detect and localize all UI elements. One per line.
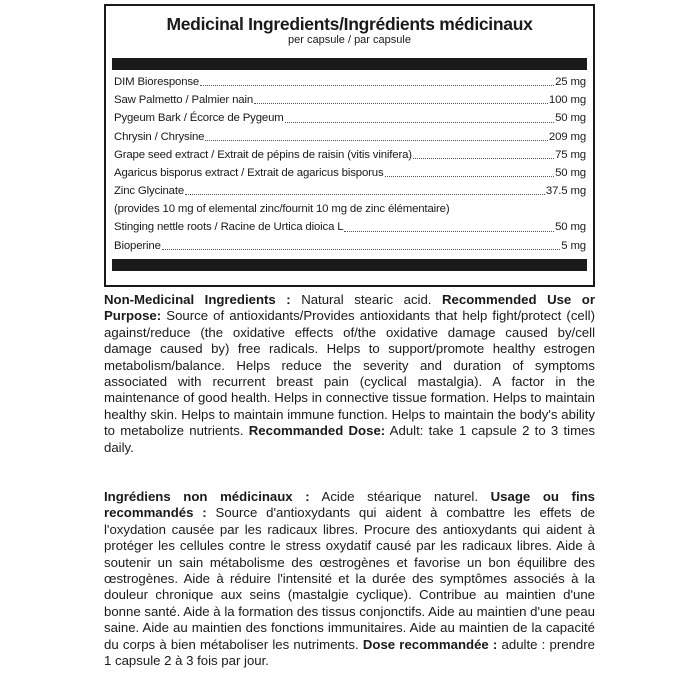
ingredient-name: Bioperine: [114, 239, 161, 252]
ingredient-amount: 209 mg: [548, 130, 586, 143]
recommended-use-text: Source of antioxidants/Provides antioxidants that help fight/protect (cell) against/reduce (the oxidative effects of/the oxidative damage caused by/cell damage caused by) free radicals. Helps to support/promote healthy estrogen metabolism/balance. Helps reduce the severity and duration of symptoms associated with recurrent breast pain (cyclical mastalgia). A factor in the maintenance of good health. Helps in connective tissue formation. Helps to maintain healthy skin. Helps to maintain immune function. Helps to maintain the body's ability to metabolize nutrients.: [104, 308, 595, 439]
leader-dots: [185, 194, 545, 195]
ingredient-amount: 37.5 mg: [545, 185, 586, 198]
dose-text-fr: adulte : prendre 1 capsule 2 à 3 fois par jour.: [104, 636, 595, 669]
ingredient-amount: 100 mg: [548, 94, 586, 107]
leader-dots: [205, 140, 548, 141]
top-divider-bar: [112, 58, 587, 70]
ingredient-row: [114, 182, 586, 200]
ingredient-name: Chrysin / Chrysine: [114, 130, 205, 143]
panel-title: Medicinal Ingredients/Ingrédients médicinaux: [166, 14, 533, 34]
ingredient-list: [114, 73, 586, 255]
leader-dots: [385, 176, 555, 177]
panel-subtitle: per capsule / par capsule: [288, 34, 411, 46]
english-info-paragraph: [104, 292, 595, 456]
ingredient-name: Pygeum Bark / Écorce de Pygeum: [114, 112, 284, 125]
ingredient-row: [114, 237, 586, 255]
ingredient-name: Saw Palmetto / Palmier nain: [114, 94, 254, 107]
ingredient-row: [114, 146, 586, 164]
non-medicinal-label-fr: Ingrédiens non médicinaux :: [104, 489, 310, 504]
ingredient-name: DIM Bioresponse: [114, 75, 200, 88]
zinc-note: (provides 10 mg of elemental zinc/fournit 10 mg de zinc élémentaire): [114, 203, 450, 216]
bottom-divider-bar: [112, 259, 587, 271]
leader-dots: [285, 122, 554, 123]
dose-label: Recommanded Dose:: [248, 423, 386, 439]
ingredient-row: [114, 91, 586, 109]
ingredient-name: Zinc Glycinate: [114, 185, 185, 198]
ingredient-amount: 50 mg: [555, 221, 586, 234]
non-medicinal-text-fr: Acide stéarique naturel.: [309, 489, 491, 504]
recommended-use-label-fr: Usage ou fins recommandés :: [104, 489, 595, 521]
ingredient-amount: 50 mg: [555, 112, 586, 125]
leader-dots: [344, 231, 554, 232]
leader-dots: [254, 103, 548, 104]
leader-dots: [413, 158, 554, 159]
ingredient-row: [114, 164, 586, 182]
dose-text: Adult: take 1 capsule 2 to 3 times daily.: [104, 423, 595, 455]
ingredient-name: Stinging nettle roots / Racine de Urtica dioica L: [114, 221, 344, 234]
ingredient-amount: 25 mg: [555, 75, 586, 88]
medicinal-ingredients-panel: [104, 4, 595, 287]
non-medicinal-text: Natural stearic acid.: [290, 292, 442, 307]
ingredient-amount: 5 mg: [561, 239, 586, 252]
french-info-paragraph: [104, 489, 595, 669]
ingredient-amount: 75 mg: [555, 148, 586, 161]
ingredient-amount: 50 mg: [555, 166, 586, 179]
recommended-use-label: Recommended Use or Purpose:: [104, 292, 595, 324]
ingredient-row: [114, 73, 586, 91]
ingredient-row: [114, 109, 586, 127]
recommended-use-text-fr: Source d'antioxydants qui aident à combattre les effets de l'oxydation causée par les radicaux libres. Procure des antioxydants qui aident à protéger les cellules contre le stress oxydatif causé par les radicaux libres. Aide à soutenir un sain métabolisme des œstrogènes et favorise un bon équilibre des œstrogènes. Aide à réduire l'intensité et la durée des symptômes associés à la douleur chronique aux seins (mastalgie cyclique). Contribue au maintien d'une bonne santé. Aide à la formation des tissus conjonctifs. Aide au maintien d'une peau saine. Aide au maintien des fonctions immunitaires. Aide au maintien de la capacité du corps à bien métaboliser les nutriments.: [104, 505, 595, 652]
ingredient-row: [114, 219, 586, 237]
ingredient-name: Grape seed extract / Extrait de pépins de raisin (vitis vinifera): [114, 148, 412, 161]
ingredient-name: Agaricus bisporus extract / Extrait de agaricus bisporus: [114, 166, 384, 179]
leader-dots: [200, 85, 554, 86]
ingredient-row: [114, 128, 586, 146]
non-medicinal-label: Non-Medicinal Ingredients :: [104, 292, 291, 307]
dose-label-fr: Dose recommandée :: [362, 636, 498, 652]
leader-dots: [162, 249, 560, 250]
